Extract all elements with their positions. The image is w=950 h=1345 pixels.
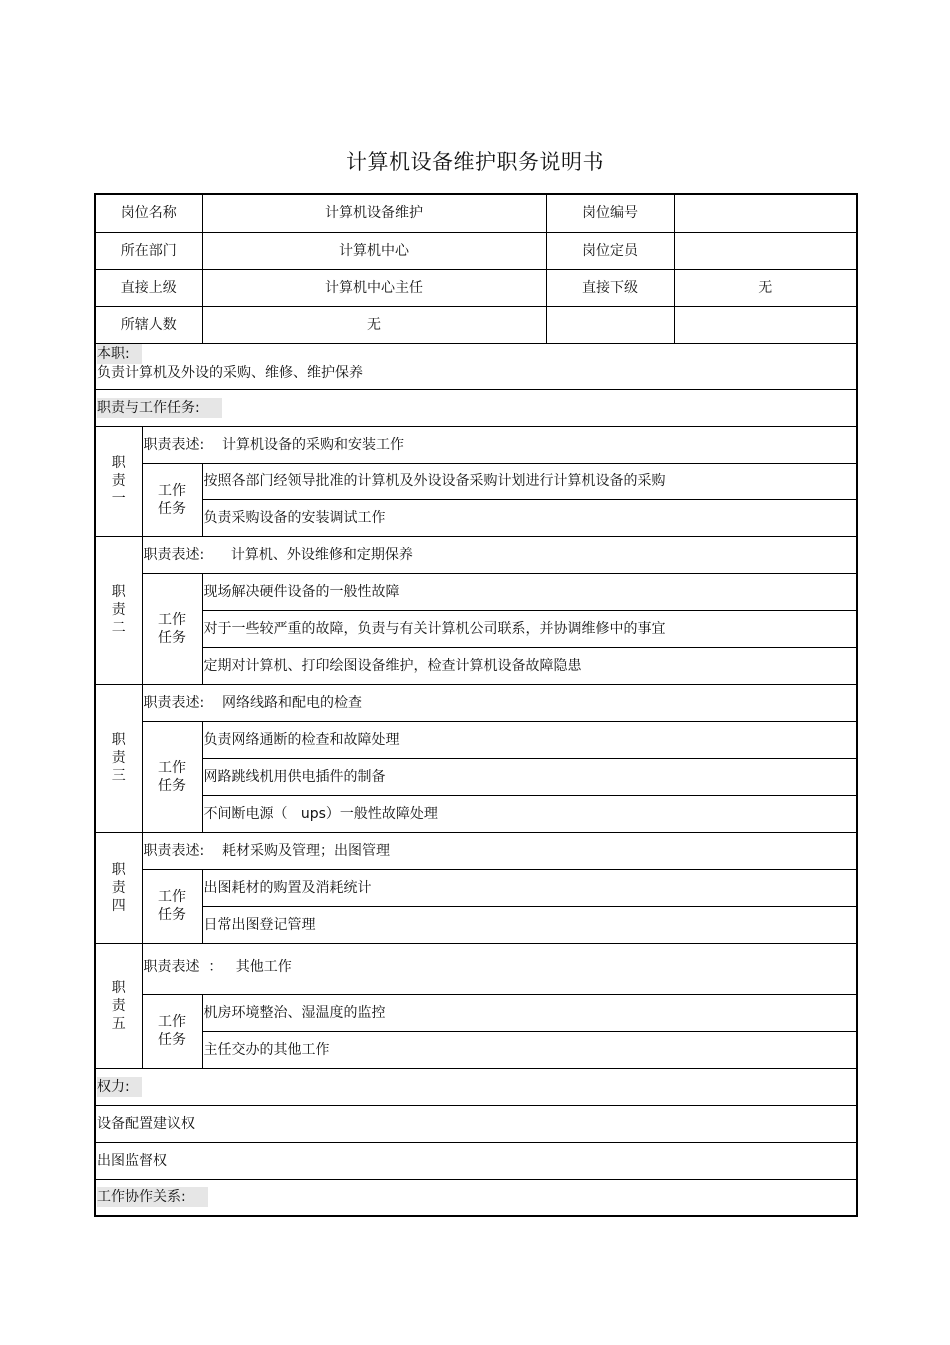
info-value [674, 306, 857, 343]
task-row [95, 994, 857, 1031]
duty-desc-row [95, 684, 857, 721]
duty-name: 职 责 五 [95, 943, 142, 1068]
info-row [95, 269, 857, 306]
info-label [546, 306, 674, 343]
powers-heading: 权力: [97, 1077, 142, 1097]
task-row [95, 463, 857, 499]
info-label: 所辖人数 [95, 306, 202, 343]
info-value [674, 232, 857, 269]
duties-heading-row [95, 389, 857, 426]
task-item: 机房环境整治、湿温度的监控 [202, 994, 857, 1031]
power-row [95, 1105, 857, 1142]
task-item: 日常出图登记管理 [202, 906, 857, 943]
cooperation-heading-row [95, 1179, 857, 1216]
duty-desc: 职责表述: 耗材采购及管理；出图管理 [142, 832, 857, 869]
duty-desc-row [95, 426, 857, 463]
task-label: 工作 任务 [142, 721, 202, 832]
task-row [95, 906, 857, 943]
info-value [674, 194, 857, 232]
job-description-table [94, 193, 858, 1217]
task-label: 工作 任务 [142, 463, 202, 536]
info-value: 计算机中心主任 [202, 269, 546, 306]
task-row [95, 721, 857, 758]
task-row [95, 795, 857, 832]
info-value: 计算机设备维护 [202, 194, 546, 232]
main-duty-text: 负责计算机及外设的采购、维修、维护保养 [97, 364, 363, 381]
duty-name: 职 责 一 [95, 426, 142, 536]
powers-heading-row [95, 1068, 857, 1105]
task-row [95, 647, 857, 684]
info-value: 无 [674, 269, 857, 306]
duty-desc-row [95, 536, 857, 573]
info-value: 计算机中心 [202, 232, 546, 269]
task-row [95, 610, 857, 647]
duty-desc: 职责表述 ： 其他工作 [142, 943, 857, 994]
task-label: 工作 任务 [142, 573, 202, 684]
duty-name: 职 责 二 [95, 536, 142, 684]
task-row [95, 573, 857, 610]
power-item: 设备配置建议权 [95, 1105, 857, 1142]
info-label: 直接上级 [95, 269, 202, 306]
info-label: 直接下级 [546, 269, 674, 306]
duty-name: 职 责 四 [95, 832, 142, 943]
duties-heading: 职责与工作任务: [97, 398, 222, 418]
main-duty-heading: 本职: [97, 344, 142, 364]
task-item: 对于一些较严重的故障，负责与有关计算机公司联系，并协调维修中的事宜 [202, 610, 857, 647]
info-value: 无 [202, 306, 546, 343]
task-item: 网路跳线机用供电插件的制备 [202, 758, 857, 795]
duty-desc-row [95, 832, 857, 869]
cooperation-heading: 工作协作关系: [97, 1187, 208, 1207]
main-duty-row [95, 343, 857, 389]
power-row [95, 1142, 857, 1179]
duty-desc: 职责表述: 计算机、外设维修和定期保养 [142, 536, 857, 573]
task-item: 负责网络通断的检查和故障处理 [202, 721, 857, 758]
duty-desc: 职责表述: 网络线路和配电的检查 [142, 684, 857, 721]
task-row [95, 869, 857, 906]
info-row [95, 194, 857, 232]
task-item: 负责采购设备的安装调试工作 [202, 499, 857, 536]
task-item: 现场解决硬件设备的一般性故障 [202, 573, 857, 610]
task-row [95, 499, 857, 536]
task-item: 不间断电源（ ups）一般性故障处理 [202, 795, 857, 832]
info-label: 岗位定员 [546, 232, 674, 269]
power-item: 出图监督权 [95, 1142, 857, 1179]
info-label: 岗位编号 [546, 194, 674, 232]
task-item: 定期对计算机、打印绘图设备维护，检查计算机设备故障隐患 [202, 647, 857, 684]
document-title: 计算机设备维护职务说明书 [346, 150, 604, 174]
task-label: 工作 任务 [142, 994, 202, 1068]
duty-name: 职 责 三 [95, 684, 142, 832]
task-item: 出图耗材的购置及消耗统计 [202, 869, 857, 906]
duty-desc: 职责表述: 计算机设备的采购和安装工作 [142, 426, 857, 463]
task-item: 按照各部门经领导批准的计算机及外设设备采购计划进行计算机设备的采购 [202, 463, 857, 499]
duty-desc-row [95, 943, 857, 994]
info-row [95, 232, 857, 269]
info-label: 岗位名称 [95, 194, 202, 232]
info-label: 所在部门 [95, 232, 202, 269]
task-label: 工作 任务 [142, 869, 202, 943]
info-row [95, 306, 857, 343]
task-row [95, 758, 857, 795]
task-row [95, 1031, 857, 1068]
task-item: 主任交办的其他工作 [202, 1031, 857, 1068]
